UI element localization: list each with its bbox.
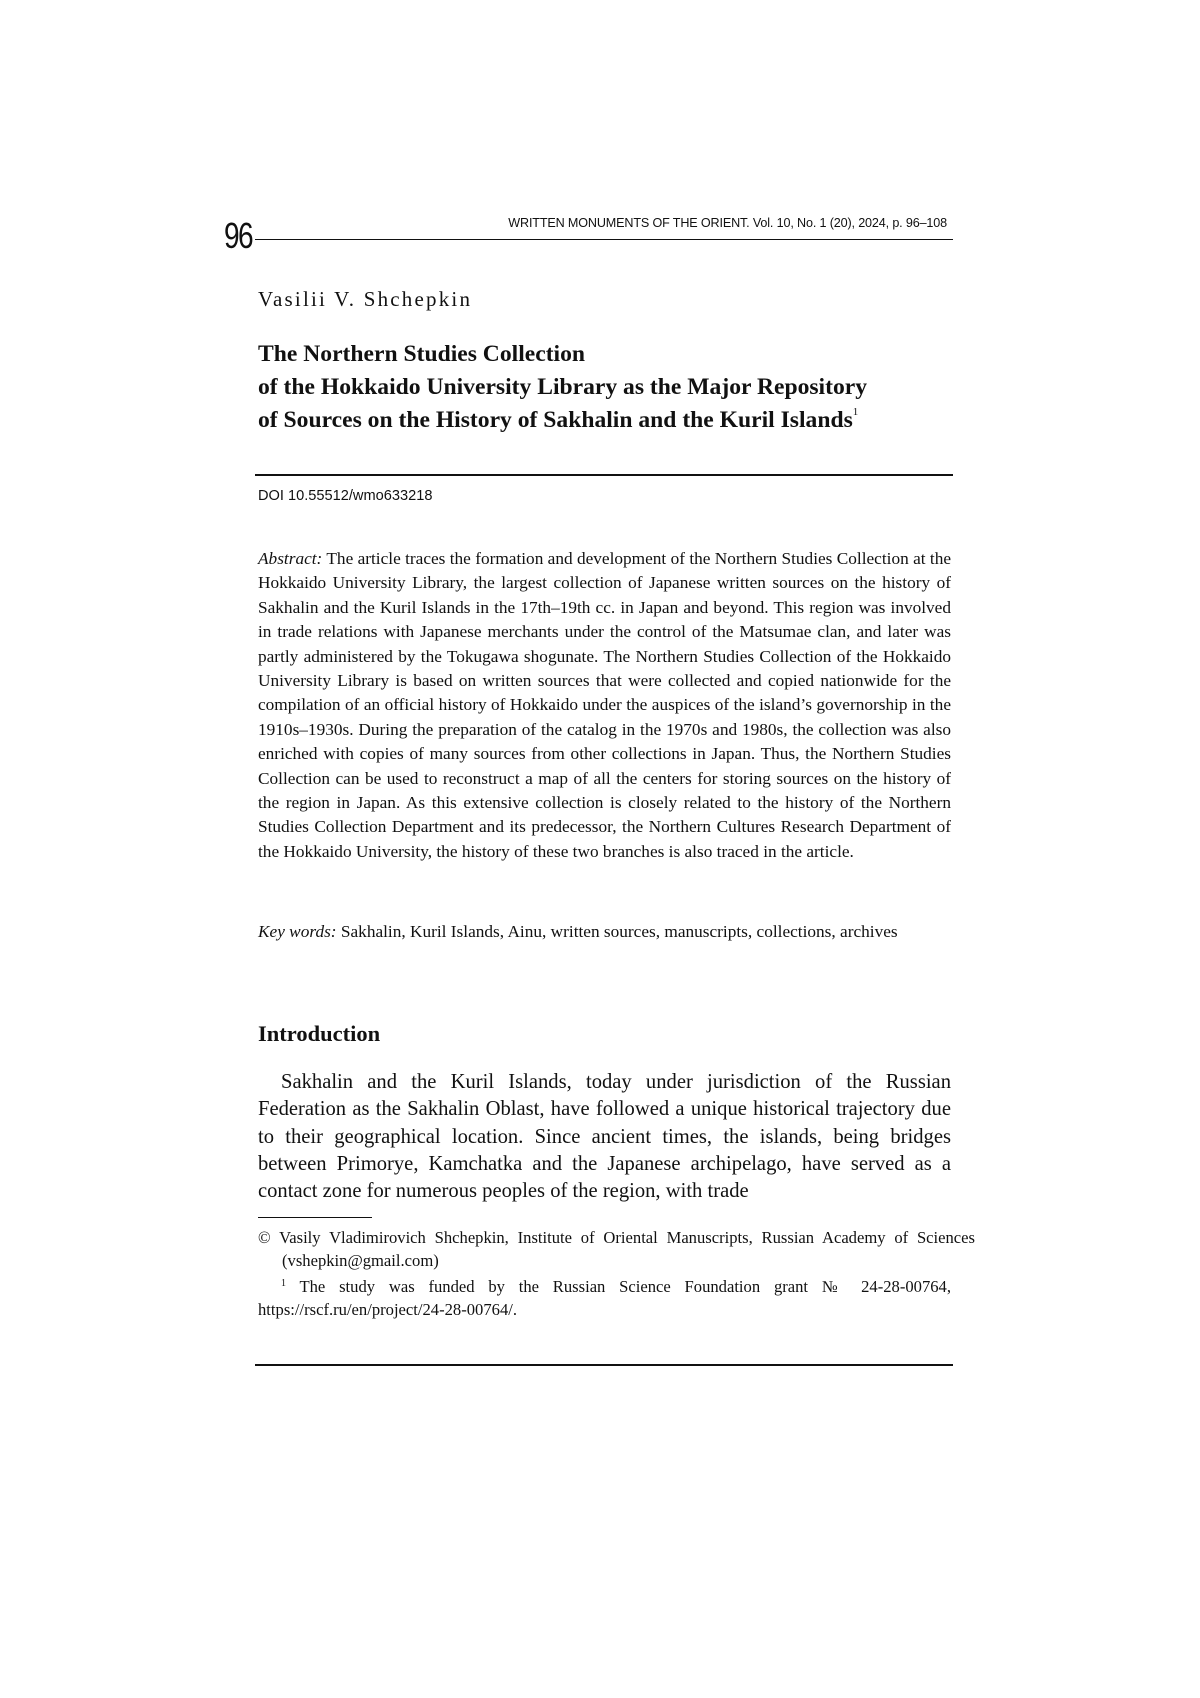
footnote-grant	[258, 1275, 951, 1321]
title-rule	[255, 474, 953, 476]
author-name: Vasilii V. Shchepkin	[258, 287, 473, 311]
title-line-3	[258, 404, 958, 437]
page-number: 96	[224, 215, 253, 256]
running-header: WRITTEN MONUMENTS OF THE ORIENT. Vol. 10, No. 1 (20), 2024, p. 96–108	[508, 216, 947, 230]
abstract-text: The article traces the formation and development of the Northern Studies Collection at the Hokkaido University Library, the largest collection of Japanese written sources on the history of Sakhalin and the Kuril Islands in the 17th–19th cc. in Japan and beyond. This region was involved in trade relations with Japanese merchants under the control of the Matsumae clan, and later was partly administered by the Tokugawa shogunate. The Northern Studies Collection of the Hokkaido University Library is based on written sources that were collected and copied nationwide for the compilation of an official history of Hokkaido under the auspices of the island’s governorship in the 1910s–1930s. During the preparation of the catalog in the 1970s and 1980s, the collection was also enriched with copies of many sources from other collections in Japan. Thus, the Northern Studies Collection can be used to reconstruct a map of all the centers for storing sources on the history of the region in Japan. As this extensive collection is closely related to the history of the Northern Studies Collection Department and its predecessor, the Northern Cultures Research Department of the Hokkaido University, the history of these two branches is also traced in the article.	[258, 549, 951, 861]
footnote-grant-marker: 1	[281, 1278, 286, 1289]
title-line-1: The Northern Studies Collection	[258, 341, 586, 367]
introduction-paragraph: Sakhalin and the Kuril Islands, today under jurisdiction of the Russian Federation as the Sakhalin Oblast, have followed a unique historical trajectory due to their geographical location. Since ancient times, the islands, being bridges between Primorye, Kamchatka and the Japanese archipelago, have served as a contact zone for numerous peoples of the region, with trade	[258, 1071, 951, 1203]
title-line-3-text: of Sources on the History of Sakhalin and the Kuril Islands	[258, 407, 853, 433]
keywords-text: Sakhalin, Kuril Islands, Ainu, written sources, manuscripts, collections, archives	[340, 922, 898, 941]
title-footnote-marker[interactable]: 1	[852, 406, 859, 418]
section-heading-introduction: Introduction	[258, 1021, 381, 1046]
footnote-rule	[258, 1217, 372, 1218]
footnote-grant-text: The study was funded by the Russian Science Foundation grant № 24-28-00764, https://rscf.ru/en/project/24-28-00764/.	[258, 1277, 951, 1319]
title-line-2: of the Hokkaido University Library as the Major Repository	[258, 374, 868, 400]
abstract	[258, 547, 951, 864]
article-title	[258, 338, 958, 437]
keywords-label: Key words:	[258, 922, 337, 941]
abstract-label: Abstract:	[258, 549, 323, 568]
keywords	[258, 920, 951, 944]
doi[interactable]: DOI 10.55512/wmo633218	[258, 488, 433, 504]
footnote-copyright: © Vasily Vladimirovich Shchepkin, Institute of Oriental Manuscripts, Russian Academy of Sciences (vshepkin@gmail.com)	[258, 1228, 975, 1270]
header-rule	[255, 239, 953, 240]
bottom-rule	[255, 1364, 953, 1366]
